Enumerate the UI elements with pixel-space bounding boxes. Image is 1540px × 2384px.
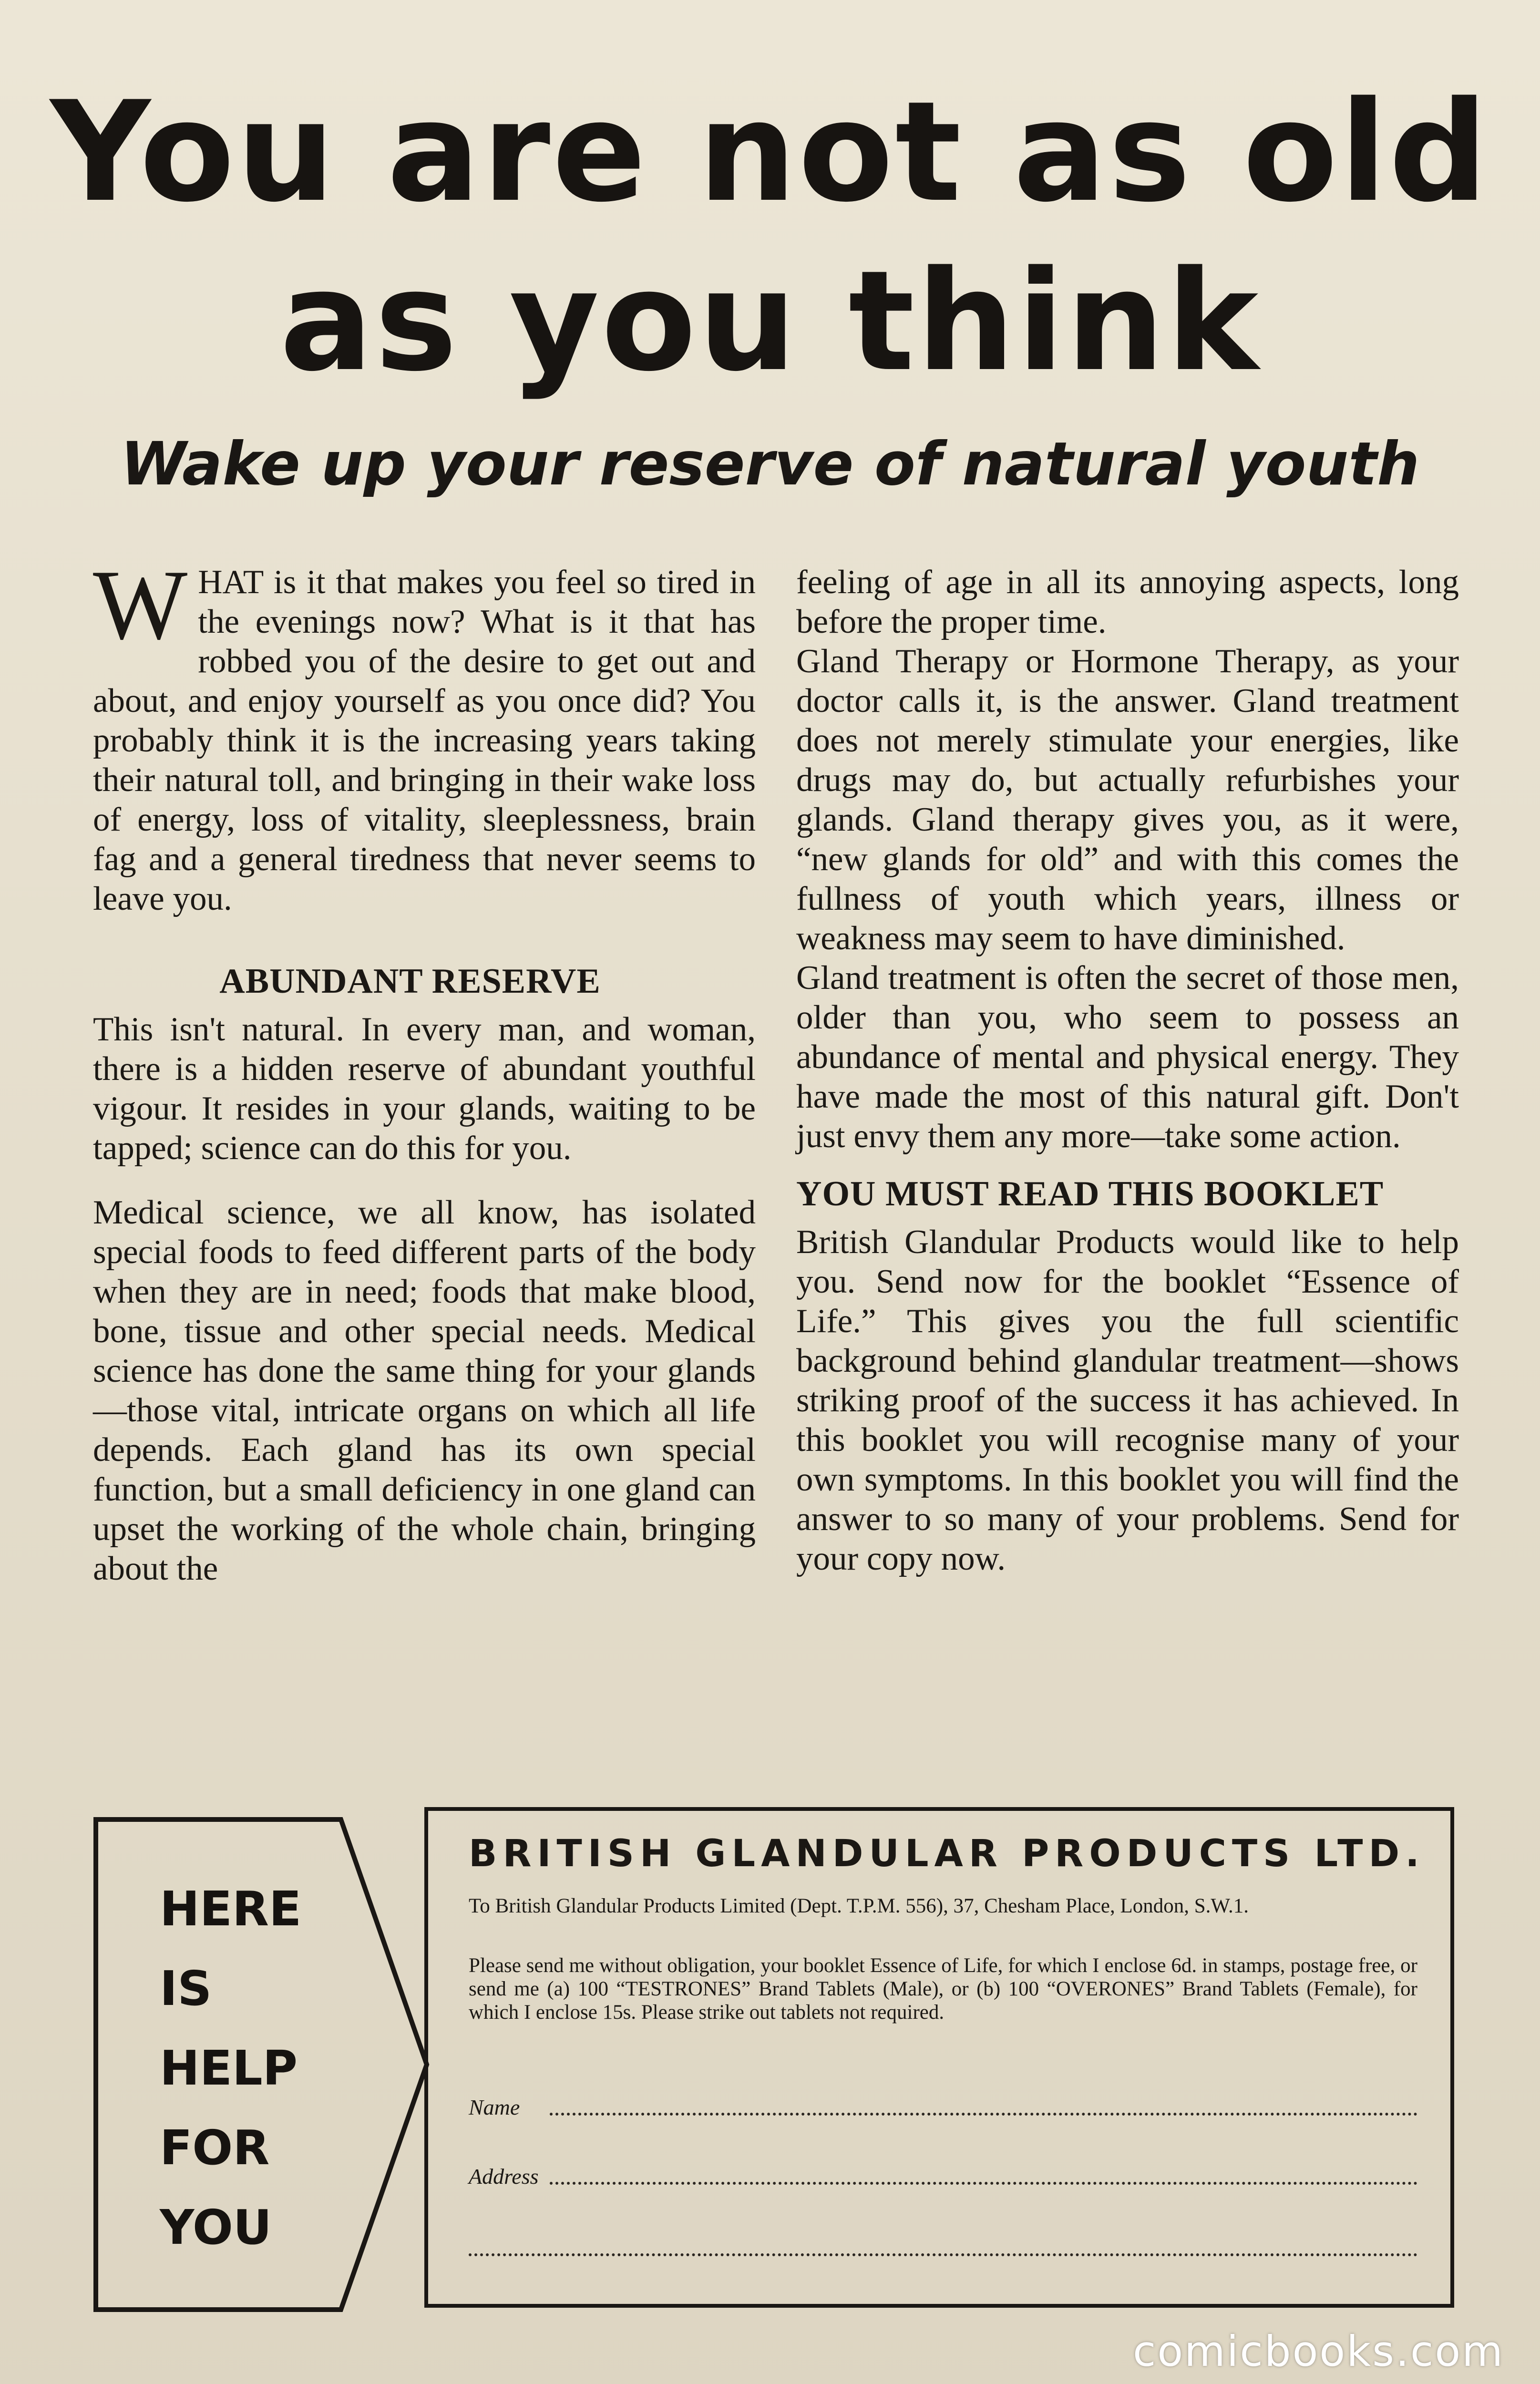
headline-line-2: as you think <box>279 241 1261 402</box>
left-paragraph-2: This isn't natural. In every man, and woman, there is a hidden reserve of abundant youthful vigour. It resides in your glands, waiting to be tapped; science can do this for you. <box>93 1011 756 1167</box>
left-column <box>93 550 756 1589</box>
help-line: HELP <box>160 2040 298 2096</box>
company-name: BRITISH GLANDULAR PRODUCTS LTD. <box>469 1832 1425 1875</box>
subheadline: Wake up your reserve of natural youth <box>120 430 1420 499</box>
headline-line-1: You are not as old <box>50 72 1490 233</box>
help-text <box>160 1869 408 2267</box>
watermark: comicbooks.com <box>1132 2327 1504 2376</box>
address-line[interactable] <box>550 2182 1417 2185</box>
intro-text: HAT is it that makes you feel so tired in the evenings now? What is it that has robbed you of the desire to get out and about, and enjoy yourself as you once did? You probably think it is the increasing years taking their natural toll, and bringing in their wake loss of energy, loss of vitality, sleeplessness, brain fag and a general tiredness that never seems to leave you. <box>93 564 756 917</box>
address-line-2[interactable] <box>469 2253 1417 2256</box>
name-field[interactable] <box>469 2095 1417 2123</box>
name-label: Name <box>469 2095 520 2119</box>
address-field[interactable] <box>469 2164 1417 2192</box>
address-label: Address <box>469 2164 539 2189</box>
help-line: FOR <box>160 2120 270 2176</box>
help-line: HERE <box>160 1881 302 1937</box>
heading-read-booklet: YOU MUST READ THIS BOOKLET <box>796 1174 1384 1213</box>
help-arrow-box <box>93 1817 434 2312</box>
help-line: YOU <box>160 2199 272 2255</box>
help-line: IS <box>160 1961 212 2016</box>
coupon-request: Please send me without obligation, your booklet Essence of Life, for which I enclose 6d. in stamps, postage free, or send me (a) 100 “TESTRONES” Brand Tablets (Male), or (b) 100 “OVERONES” Brand Tablets (Female), for which I enclose 15s. Please strike out tablets not required. <box>469 1954 1417 2024</box>
address-field-continued[interactable] <box>469 2235 1417 2264</box>
right-paragraph-2: Gland Therapy or Hormone Therapy, as your doctor calls it, is the answer. Gland treatment does not merely stimulate your energies, like drugs may do, but actually refurbishes your glands. Gland therapy gives you, as it were, “new glands for old” and with this comes the fullness of youth which years, illness or weakness may seem to have diminished. <box>796 643 1459 957</box>
intro-paragraph <box>93 550 756 919</box>
right-paragraph-4: British Glandular Products would like to help you. Send now for the booklet “Essence of Life.” This gives you the full scientific background behind glandular treatment—shows striking proof of the success it has achieved. In this booklet you will recognise many of your own symptoms. In this booklet you will find the answer to so many of your problems. Send for your copy now. <box>796 1223 1459 1577</box>
left-paragraph-3: Medical science, we all know, has isolated special foods to feed different parts of the body when they are in need; foods that make blood, bone, tissue and other special needs. Medical science has done the same thing for your glands —those vital, intricate organs on which all life depends. Each gland has its own special function, but a small deficiency in one gland can upset the working of the whole chain, bringing about the <box>93 1194 756 1587</box>
right-paragraph-3: Gland treatment is often the secret of those men, older than you, who seem to possess an abundance of mental and physical energy. They have made the most of this natural gift. Don't just envy them any more—take some action. <box>796 959 1459 1155</box>
name-line[interactable] <box>550 2113 1417 2116</box>
coupon-address: To British Glandular Products Limited (Dept. T.P.M. 556), 37, Chesham Place, London, S.W.1. <box>469 1895 1249 1917</box>
drop-cap: W <box>93 550 188 660</box>
heading-abundant-reserve: ABUNDANT RESERVE <box>219 962 601 1001</box>
right-column <box>796 563 1459 1579</box>
right-paragraph-1: feeling of age in all its annoying aspects, long before the proper time. <box>796 564 1459 640</box>
order-coupon <box>424 1807 1454 2308</box>
